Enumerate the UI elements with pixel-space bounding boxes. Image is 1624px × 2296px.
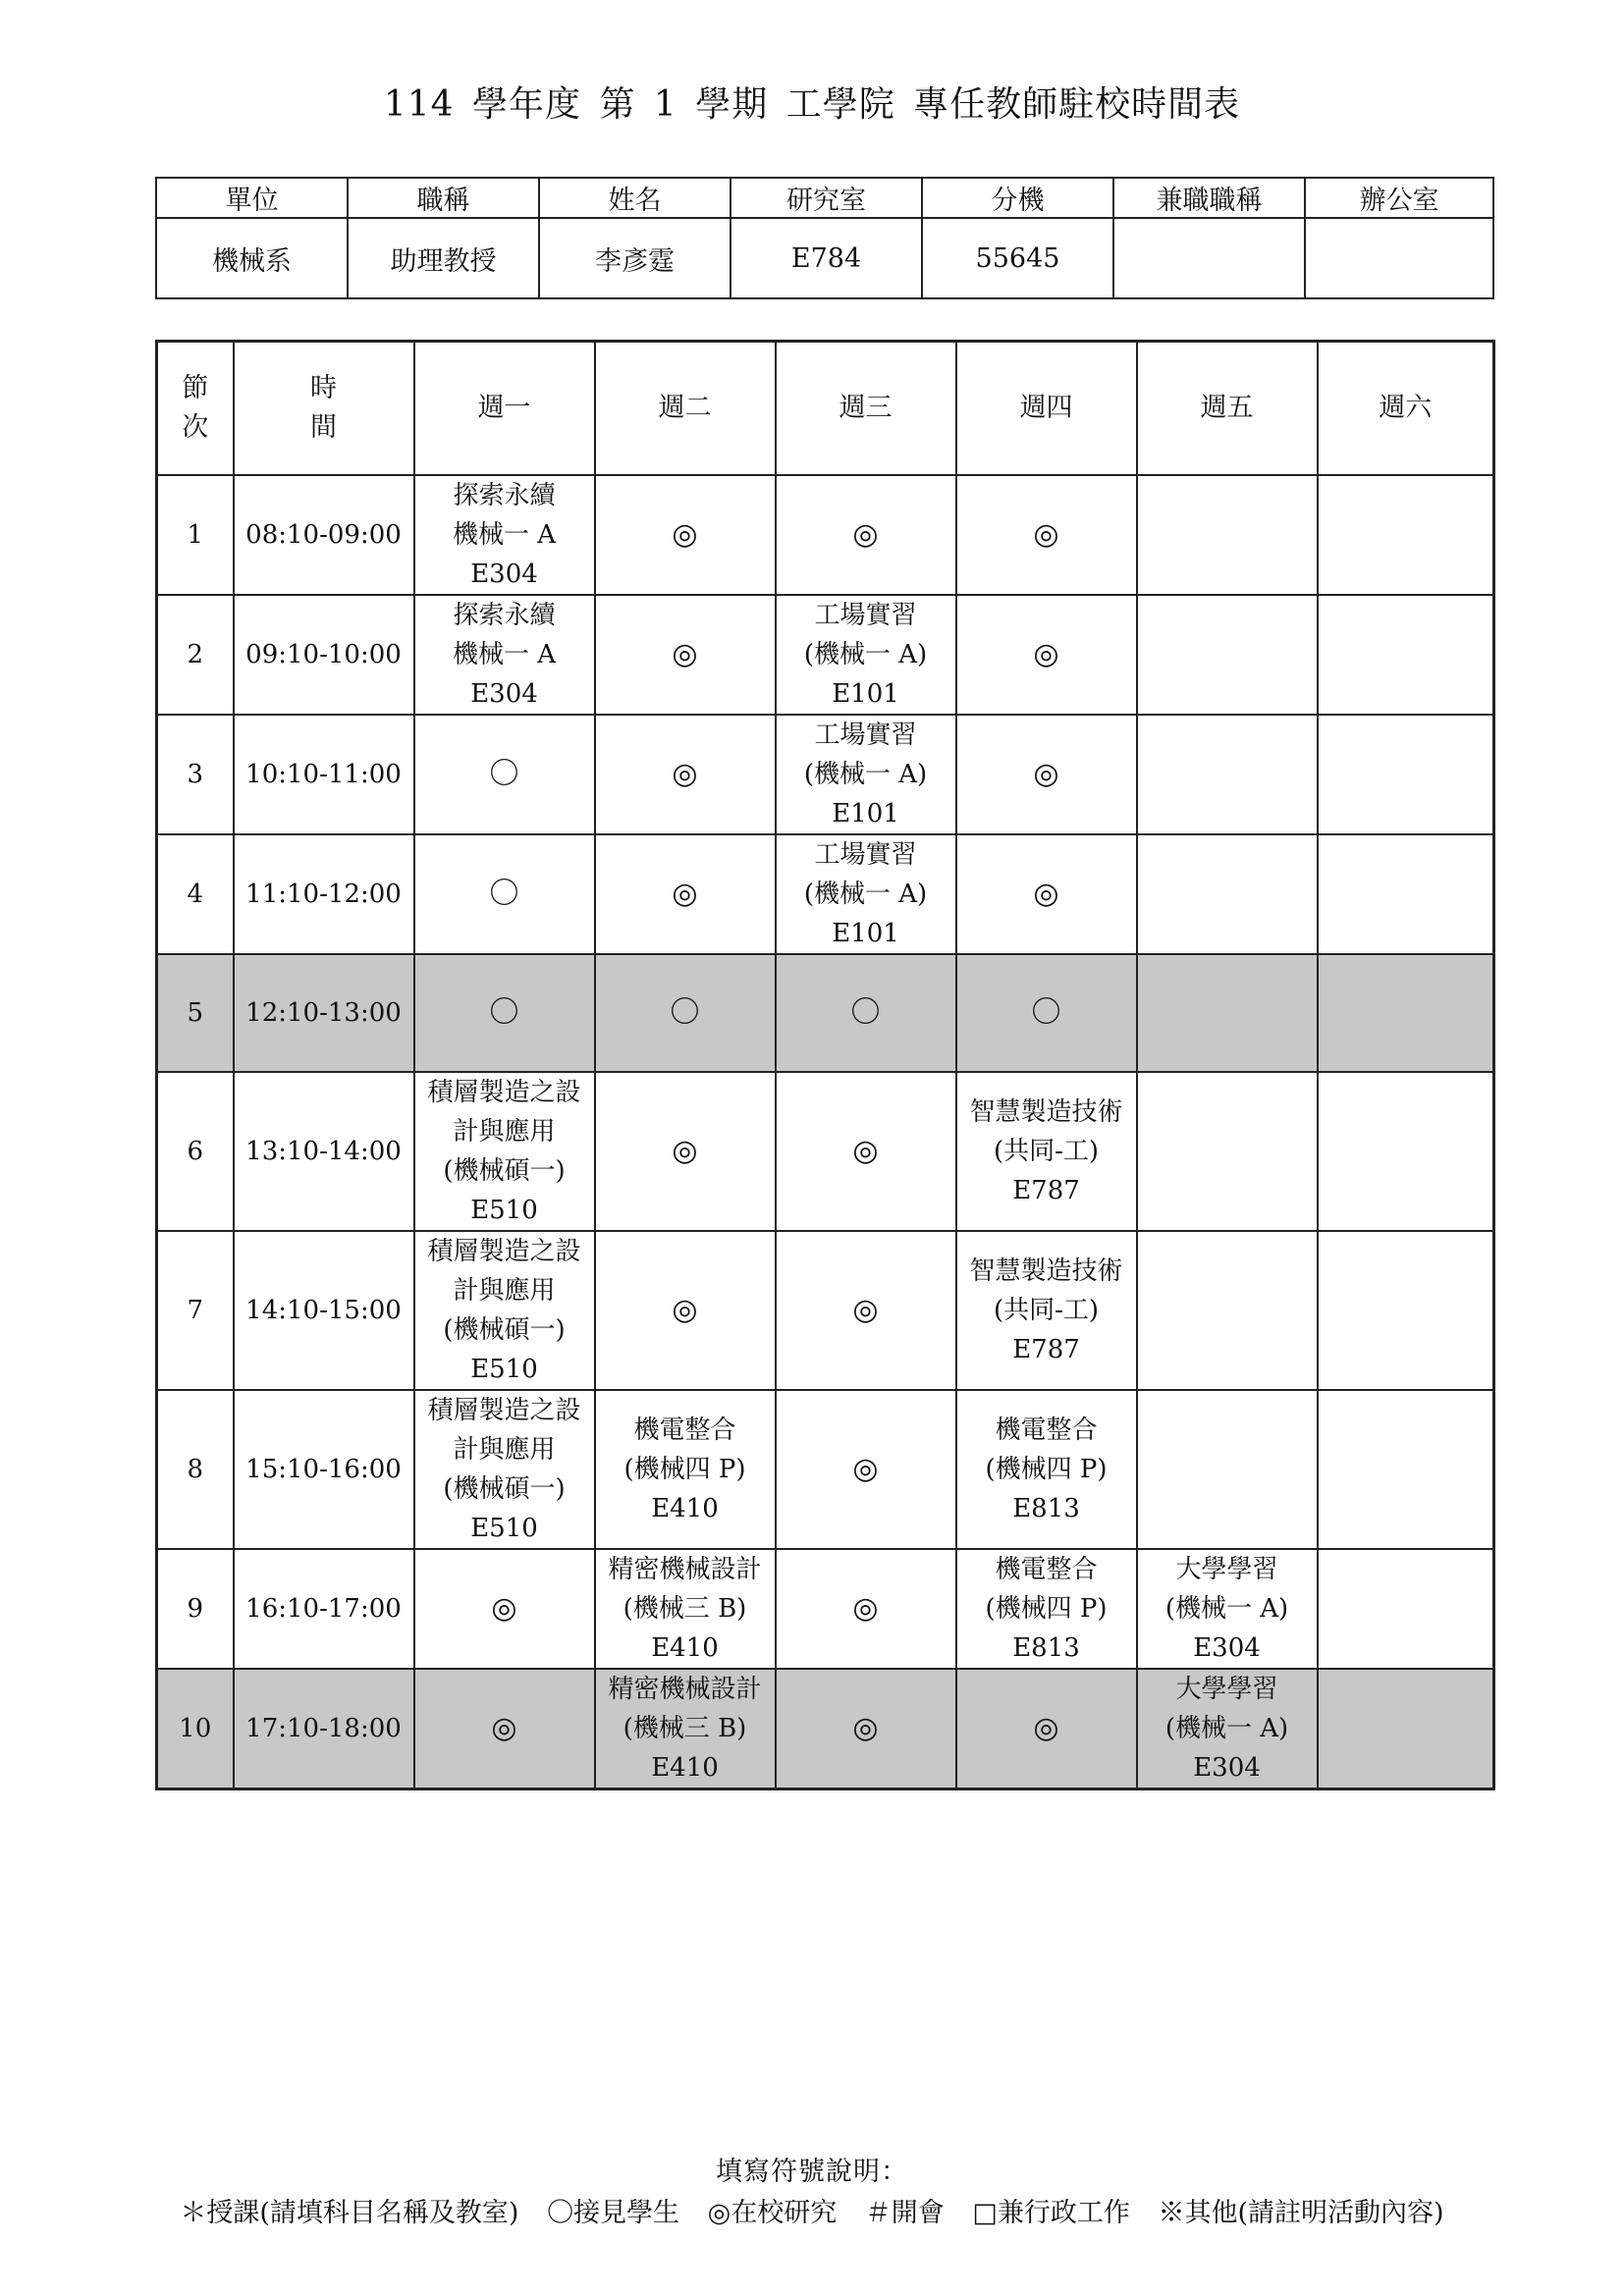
legend-other: ※其他(請註明活動內容) — [1158, 2198, 1444, 2228]
slot-line: E304 — [1193, 1633, 1261, 1663]
info-unit: 機械系 — [156, 218, 348, 298]
period-cell: 5 — [157, 954, 234, 1072]
slot-thu — [956, 715, 1137, 834]
slot-fri — [1137, 475, 1318, 595]
slot-line: (機械四 P) — [623, 1455, 746, 1484]
period-cell: 2 — [157, 595, 234, 715]
time-cell: 10:10-11:00 — [234, 715, 414, 834]
time-cell: 13:10-14:00 — [234, 1072, 414, 1231]
header-thu: 週四 — [956, 342, 1137, 476]
slot-symbol: ◎ — [672, 517, 698, 552]
slot-line: (機械一 A) — [1164, 1714, 1289, 1743]
slot-sat — [1318, 715, 1494, 834]
slot-symbol: ◎ — [852, 1711, 879, 1745]
slot-thu — [956, 595, 1137, 715]
slot-mon — [414, 1231, 595, 1390]
slot-fri — [1137, 1072, 1318, 1231]
slot-thu — [956, 1072, 1137, 1231]
slot-line: (機械一 A) — [803, 640, 928, 669]
slot-symbol: ◎ — [852, 1452, 879, 1486]
slot-tue — [595, 954, 776, 1072]
period-cell: 4 — [157, 834, 234, 954]
slot-line: (機械碩一) — [443, 1474, 566, 1504]
schedule-table — [155, 340, 1495, 1790]
slot-line: 探索永續 — [453, 601, 556, 630]
slot-line: E410 — [651, 1753, 719, 1783]
time-cell: 11:10-12:00 — [234, 834, 414, 954]
slot-mon — [414, 715, 595, 834]
slot-symbol: ◎ — [1033, 877, 1059, 911]
schedule-row-7 — [157, 1231, 1494, 1390]
slot-line: 大學學習 — [1175, 1555, 1278, 1584]
slot-mon — [414, 1669, 595, 1789]
slot-mon — [414, 954, 595, 1072]
slot-line: (機械碩一) — [443, 1156, 566, 1186]
slot-sat — [1318, 954, 1494, 1072]
slot-symbol: ◎ — [1033, 757, 1059, 791]
slot-line: E510 — [470, 1514, 538, 1543]
slot-mon — [414, 1390, 595, 1549]
schedule-row-6 — [157, 1072, 1494, 1231]
slot-fri — [1137, 834, 1318, 954]
slot-symbol: ◎ — [1033, 1711, 1059, 1745]
slot-line: 機電整合 — [633, 1415, 736, 1445]
slot-symbol: ◎ — [1033, 517, 1059, 552]
page-title: 114 學年度 第 1 學期 工學院 專任教師駐校時間表 — [383, 84, 1241, 125]
slot-symbol: ◎ — [491, 1591, 517, 1626]
slot-symbol: ◎ — [852, 1591, 879, 1626]
slot-sat — [1318, 1669, 1494, 1789]
slot-symbol: ◎ — [672, 1293, 698, 1327]
slot-line: E510 — [470, 1355, 538, 1384]
slot-sat — [1318, 1231, 1494, 1390]
slot-wed — [776, 1669, 956, 1789]
schedule-row-1 — [157, 475, 1494, 595]
slot-thu — [956, 475, 1137, 595]
slot-line: 工場實習 — [814, 840, 917, 870]
slot-fri — [1137, 1390, 1318, 1549]
slot-thu — [956, 834, 1137, 954]
slot-fri — [1137, 1549, 1318, 1669]
slot-sat — [1318, 834, 1494, 954]
slot-mon — [414, 475, 595, 595]
slot-line: 機械一 A — [452, 520, 557, 550]
slot-line: E101 — [832, 679, 899, 709]
schedule-header-row — [157, 342, 1494, 476]
legend-research: ◎在校研究 — [707, 2198, 838, 2228]
info-extension: 55645 — [922, 218, 1113, 298]
info-name: 李彥霆 — [539, 218, 731, 298]
time-cell: 09:10-10:00 — [234, 595, 414, 715]
schedule-row-9 — [157, 1549, 1494, 1669]
slot-symbol: 〇 — [670, 995, 700, 1030]
slot-wed — [776, 1072, 956, 1231]
slot-line: E510 — [470, 1196, 538, 1225]
slot-wed — [776, 715, 956, 834]
slot-line: (機械一 A) — [803, 760, 928, 789]
slot-tue — [595, 1390, 776, 1549]
slot-symbol: ◎ — [672, 1134, 698, 1168]
schedule-row-5 — [157, 954, 1494, 1072]
slot-thu — [956, 1669, 1137, 1789]
slot-line: 計與應用 — [453, 1276, 556, 1306]
schedule-row-3 — [157, 715, 1494, 834]
slot-line: E101 — [832, 799, 899, 828]
slot-line: E101 — [832, 919, 899, 948]
info-rank: 助理教授 — [348, 218, 539, 298]
info-header-concurrent-title: 兼職職稱 — [1113, 178, 1305, 218]
slot-symbol: ◎ — [672, 757, 698, 791]
slot-line: 大學學習 — [1175, 1675, 1278, 1704]
slot-line: 智慧製造技術 — [969, 1097, 1123, 1127]
slot-symbol: 〇 — [489, 757, 519, 791]
legend-teaching: ＊授課(請填科目名稱及教室) — [180, 2198, 519, 2228]
slot-line: 計與應用 — [453, 1435, 556, 1465]
header-tue: 週二 — [595, 342, 776, 476]
time-cell: 16:10-17:00 — [234, 1549, 414, 1669]
slot-fri — [1137, 954, 1318, 1072]
info-header-lab: 研究室 — [731, 178, 922, 218]
slot-line: (機械一 A) — [803, 880, 928, 909]
slot-sat — [1318, 595, 1494, 715]
slot-symbol: ◎ — [852, 1293, 879, 1327]
period-cell: 1 — [157, 475, 234, 595]
slot-line: 機電整合 — [995, 1555, 1098, 1584]
header-period-label: 節次 — [182, 373, 209, 443]
legend-title: 填寫符號說明： — [716, 2157, 908, 2187]
info-header-office: 辦公室 — [1305, 178, 1493, 218]
period-cell: 10 — [157, 1669, 234, 1789]
header-mon: 週一 — [414, 342, 595, 476]
legend — [0, 2191, 1624, 2229]
slot-line: 工場實習 — [814, 721, 917, 750]
slot-wed — [776, 475, 956, 595]
slot-fri — [1137, 1231, 1318, 1390]
slot-line: 機電整合 — [995, 1415, 1098, 1445]
time-cell: 14:10-15:00 — [234, 1231, 414, 1390]
slot-sat — [1318, 1549, 1494, 1669]
slot-line: 計與應用 — [453, 1117, 556, 1147]
slot-mon — [414, 595, 595, 715]
slot-symbol: ◎ — [672, 637, 698, 671]
info-header-unit: 單位 — [156, 178, 348, 218]
header-wed: 週三 — [776, 342, 956, 476]
slot-fri — [1137, 715, 1318, 834]
slot-thu — [956, 1549, 1137, 1669]
slot-symbol: 〇 — [850, 995, 881, 1030]
slot-line: E304 — [470, 560, 538, 589]
slot-wed — [776, 1549, 956, 1669]
schedule-body — [157, 475, 1494, 1789]
slot-wed — [776, 595, 956, 715]
slot-fri — [1137, 595, 1318, 715]
slot-line: 精密機械設計 — [608, 1675, 762, 1704]
slot-line: 工場實習 — [814, 601, 917, 630]
header-period — [157, 342, 234, 476]
period-cell: 6 — [157, 1072, 234, 1231]
schedule-row-10 — [157, 1669, 1494, 1789]
slot-line: (機械四 P) — [985, 1455, 1108, 1484]
info-header-row — [156, 178, 1493, 218]
slot-symbol: ◎ — [852, 1134, 879, 1168]
slot-wed — [776, 1390, 956, 1549]
slot-line: (共同-工) — [993, 1296, 1100, 1325]
slot-wed — [776, 954, 956, 1072]
period-cell: 8 — [157, 1390, 234, 1549]
slot-line: (機械三 B) — [623, 1714, 747, 1743]
period-cell: 9 — [157, 1549, 234, 1669]
slot-tue — [595, 595, 776, 715]
slot-tue — [595, 834, 776, 954]
period-cell: 3 — [157, 715, 234, 834]
schedule-row-2 — [157, 595, 1494, 715]
header-fri: 週五 — [1137, 342, 1318, 476]
slot-symbol: ◎ — [852, 517, 879, 552]
header-sat: 週六 — [1318, 342, 1494, 476]
legend-meeting: ＃開會 — [864, 2198, 945, 2228]
legend-meet-students: 〇接見學生 — [547, 2198, 680, 2228]
slot-line: E787 — [1012, 1335, 1080, 1364]
slot-tue — [595, 1072, 776, 1231]
slot-wed — [776, 1231, 956, 1390]
schedule-row-4 — [157, 834, 1494, 954]
slot-line: (機械碩一) — [443, 1315, 566, 1345]
slot-tue — [595, 475, 776, 595]
period-cell: 7 — [157, 1231, 234, 1390]
slot-tue — [595, 1231, 776, 1390]
slot-line: 探索永續 — [453, 481, 556, 510]
slot-line: E410 — [651, 1494, 719, 1523]
info-office — [1305, 218, 1493, 298]
info-concurrent-title — [1113, 218, 1305, 298]
slot-line: (機械四 P) — [985, 1594, 1108, 1624]
header-time — [234, 342, 414, 476]
slot-symbol: ◎ — [1033, 637, 1059, 671]
slot-wed — [776, 834, 956, 954]
slot-sat — [1318, 1390, 1494, 1549]
info-header-name: 姓名 — [539, 178, 731, 218]
slot-line: E410 — [651, 1633, 719, 1663]
slot-line: 積層製造之設 — [427, 1237, 581, 1266]
slot-line: (機械三 B) — [623, 1594, 747, 1624]
slot-mon — [414, 1549, 595, 1669]
info-lab: E784 — [731, 218, 922, 298]
info-header-rank: 職稱 — [348, 178, 539, 218]
time-cell: 08:10-09:00 — [234, 475, 414, 595]
slot-line: E304 — [470, 679, 538, 709]
slot-line: E813 — [1012, 1633, 1080, 1663]
info-value-row — [156, 218, 1493, 298]
slot-sat — [1318, 1072, 1494, 1231]
slot-tue — [595, 1669, 776, 1789]
slot-line: 精密機械設計 — [608, 1555, 762, 1584]
slot-mon — [414, 834, 595, 954]
time-cell: 17:10-18:00 — [234, 1669, 414, 1789]
slot-symbol: ◎ — [491, 1711, 517, 1745]
slot-thu — [956, 1231, 1137, 1390]
teacher-info-table — [155, 177, 1494, 299]
slot-thu — [956, 1390, 1137, 1549]
schedule-row-8 — [157, 1390, 1494, 1549]
slot-line: 積層製造之設 — [427, 1396, 581, 1425]
time-cell: 15:10-16:00 — [234, 1390, 414, 1549]
slot-symbol: 〇 — [1031, 995, 1061, 1030]
slot-tue — [595, 1549, 776, 1669]
slot-line: 積層製造之設 — [427, 1078, 581, 1107]
header-time-label: 時間 — [310, 373, 337, 443]
slot-fri — [1137, 1669, 1318, 1789]
legend-admin: □兼行政工作 — [972, 2198, 1130, 2228]
time-cell: 12:10-13:00 — [234, 954, 414, 1072]
info-header-extension: 分機 — [922, 178, 1113, 218]
slot-line: (共同-工) — [993, 1137, 1100, 1166]
slot-thu — [956, 954, 1137, 1072]
slot-symbol: 〇 — [489, 995, 519, 1030]
slot-line: E813 — [1012, 1494, 1080, 1523]
slot-mon — [414, 1072, 595, 1231]
slot-symbol: ◎ — [672, 877, 698, 911]
slot-line: 智慧製造技術 — [969, 1256, 1123, 1286]
slot-line: E787 — [1012, 1176, 1080, 1205]
slot-sat — [1318, 475, 1494, 595]
slot-symbol: 〇 — [489, 877, 519, 911]
slot-line: 機械一 A — [452, 640, 557, 669]
slot-tue — [595, 715, 776, 834]
slot-line: (機械一 A) — [1164, 1594, 1289, 1624]
slot-line: E304 — [1193, 1753, 1261, 1783]
